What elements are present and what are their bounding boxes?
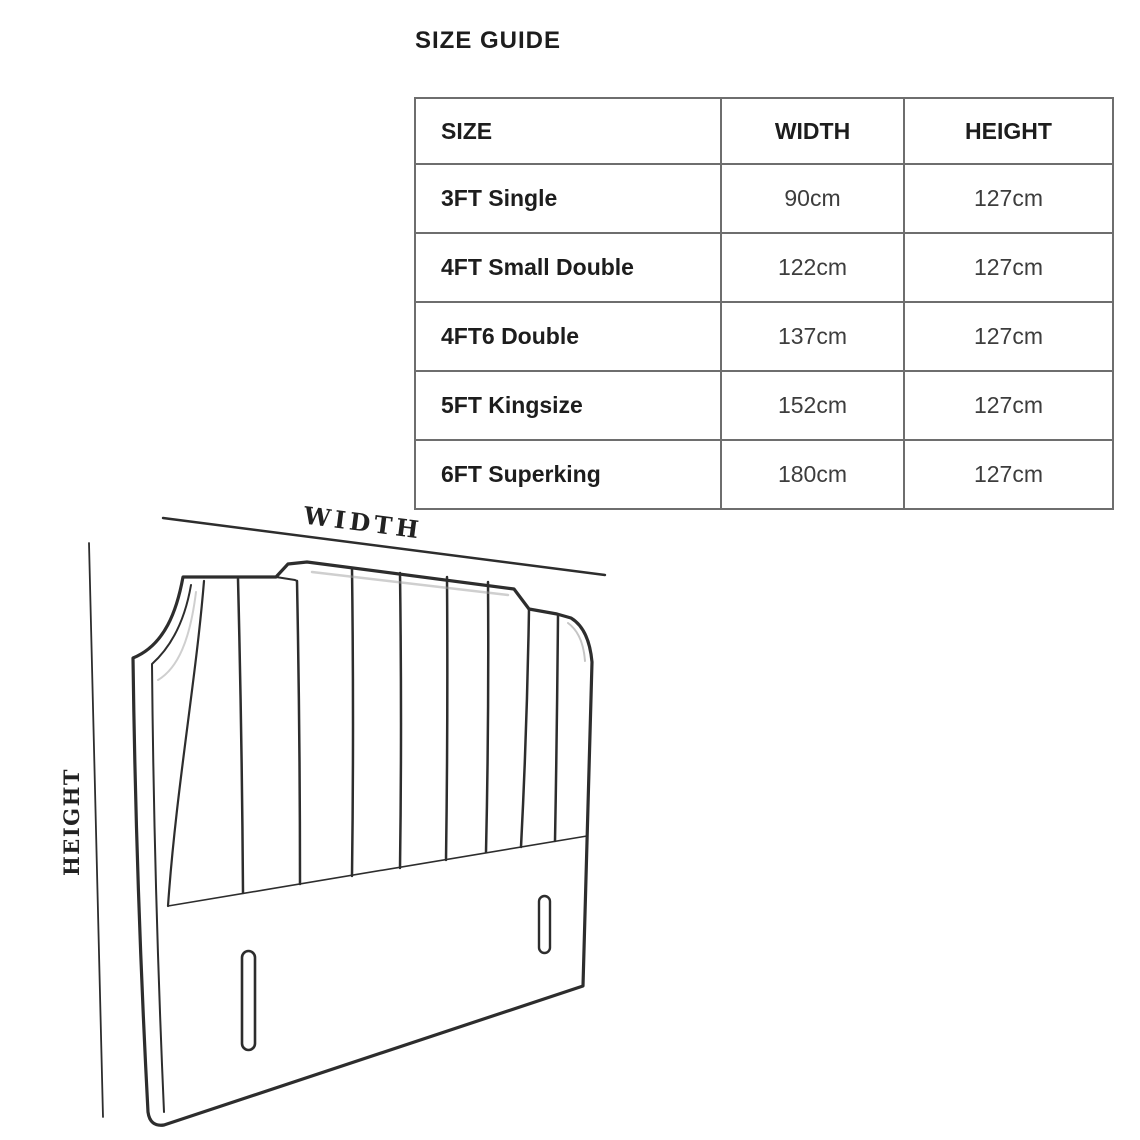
row-size-label: 4FT6 Double	[415, 302, 721, 371]
headboard-right-slot	[539, 896, 550, 953]
headboard-channel-lines	[238, 568, 558, 893]
height-dimension-label: HEIGHT	[59, 767, 84, 877]
row-height-value: 127cm	[904, 233, 1113, 302]
header-height: HEIGHT	[904, 98, 1113, 164]
header-size: SIZE	[415, 98, 721, 164]
row-width-value: 137cm	[721, 302, 904, 371]
headboard-left-face-edge	[168, 581, 204, 906]
row-size-label: 4FT Small Double	[415, 233, 721, 302]
row-size-label: 3FT Single	[415, 164, 721, 233]
row-size-label: 6FT Superking	[415, 440, 721, 509]
row-width-value: 122cm	[721, 233, 904, 302]
row-height-value: 127cm	[904, 371, 1113, 440]
headboard-detail-lines	[158, 572, 585, 680]
row-size-label: 5FT Kingsize	[415, 371, 721, 440]
row-height-value: 127cm	[904, 302, 1113, 371]
row-height-value: 127cm	[904, 164, 1113, 233]
row-width-value: 180cm	[721, 440, 904, 509]
height-dimension-line	[89, 543, 103, 1117]
row-height-value: 127cm	[904, 440, 1113, 509]
page-title: SIZE GUIDE	[415, 27, 562, 54]
headboard-left-slot	[242, 951, 255, 1050]
row-width-value: 90cm	[721, 164, 904, 233]
headboard-left-edge-inner	[152, 585, 191, 1112]
headboard-outline	[133, 562, 592, 1125]
header-width: WIDTH	[721, 98, 904, 164]
width-dimension-label: WIDTH	[301, 500, 425, 545]
row-width-value: 152cm	[721, 371, 904, 440]
headboard-seam-line	[168, 836, 587, 906]
